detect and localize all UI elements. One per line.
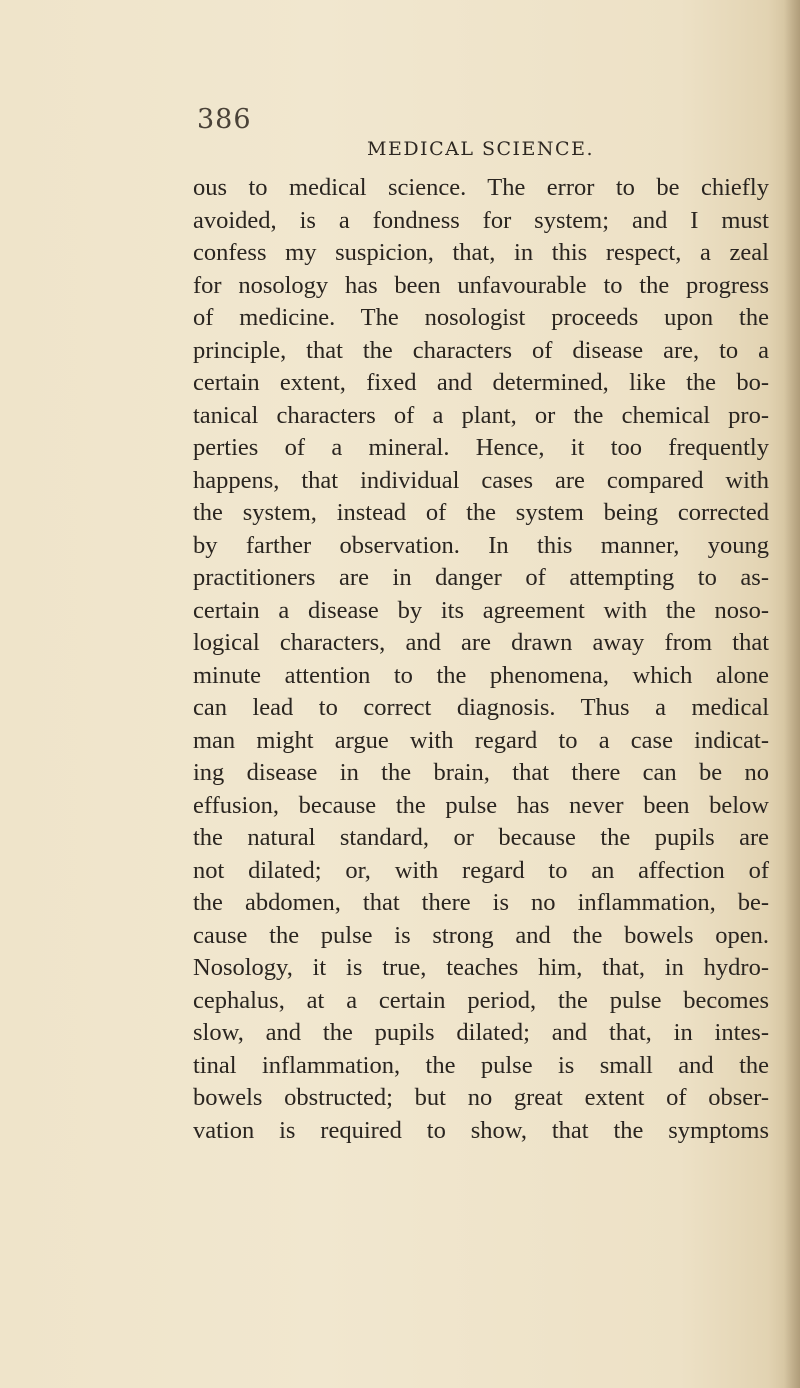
text-line: minute attention to the phenomena, which alone	[193, 661, 769, 689]
text-line: bowels obstructed; but no great extent of obser-	[193, 1084, 769, 1111]
text-line: the abdomen, that there is no inflammation, be-	[193, 889, 769, 916]
page-edge-shadow	[784, 0, 800, 1388]
body-text	[193, 172, 769, 1147]
text-line: certain a disease by its agreement with the noso-	[193, 596, 769, 624]
text-line: cephalus, at a certain period, the pulse becomes	[193, 986, 769, 1014]
text-line: logical characters, and are drawn away from that	[193, 629, 769, 656]
text-line: can lead to correct diagnosis. Thus a medical	[193, 694, 769, 721]
text-line: effusion, because the pulse has never been below	[193, 791, 769, 819]
text-line: confess my suspicion, that, in this respect, a zeal	[193, 239, 769, 266]
text-line: certain extent, fixed and determined, like the bo-	[193, 369, 769, 396]
text-line: the natural standard, or because the pupils are	[193, 824, 769, 851]
text-line: slow, and the pupils dilated; and that, in intes-	[193, 1019, 769, 1046]
text-line: the system, instead of the system being corrected	[193, 499, 769, 526]
text-line: practitioners are in danger of attempting to as-	[193, 564, 769, 591]
text-line: cause the pulse is strong and the bowels open.	[193, 921, 769, 949]
text-line: for nosology has been unfavourable to the progress	[193, 271, 769, 299]
running-head: MEDICAL SCIENCE.	[367, 138, 594, 160]
text-line: by farther observation. In this manner, young	[193, 531, 769, 559]
text-line: vation is required to show, that the symptoms	[193, 1116, 769, 1144]
text-line: avoided, is a fondness for system; and I must	[193, 206, 769, 234]
text-line: not dilated; or, with regard to an affection of	[193, 856, 769, 884]
text-line: perties of a mineral. Hence, it too frequently	[193, 434, 769, 461]
text-line: tinal inflammation, the pulse is small and the	[193, 1051, 769, 1079]
text-line: of medicine. The nosologist proceeds upon the	[193, 304, 769, 331]
text-line: principle, that the characters of disease are, to a	[193, 336, 769, 364]
page-header	[0, 100, 800, 160]
text-line: happens, that individual cases are compared with	[193, 466, 769, 494]
text-line: ing disease in the brain, that there can be no	[193, 759, 769, 786]
text-line: tanical characters of a plant, or the chemical pro-	[193, 401, 769, 429]
text-line: ous to medical science. The error to be chiefly	[193, 174, 769, 201]
text-line: Nosology, it is true, teaches him, that, in hydro-	[193, 954, 769, 981]
text-line: man might argue with regard to a case indicat-	[193, 726, 769, 754]
page-number: 386	[197, 104, 252, 135]
